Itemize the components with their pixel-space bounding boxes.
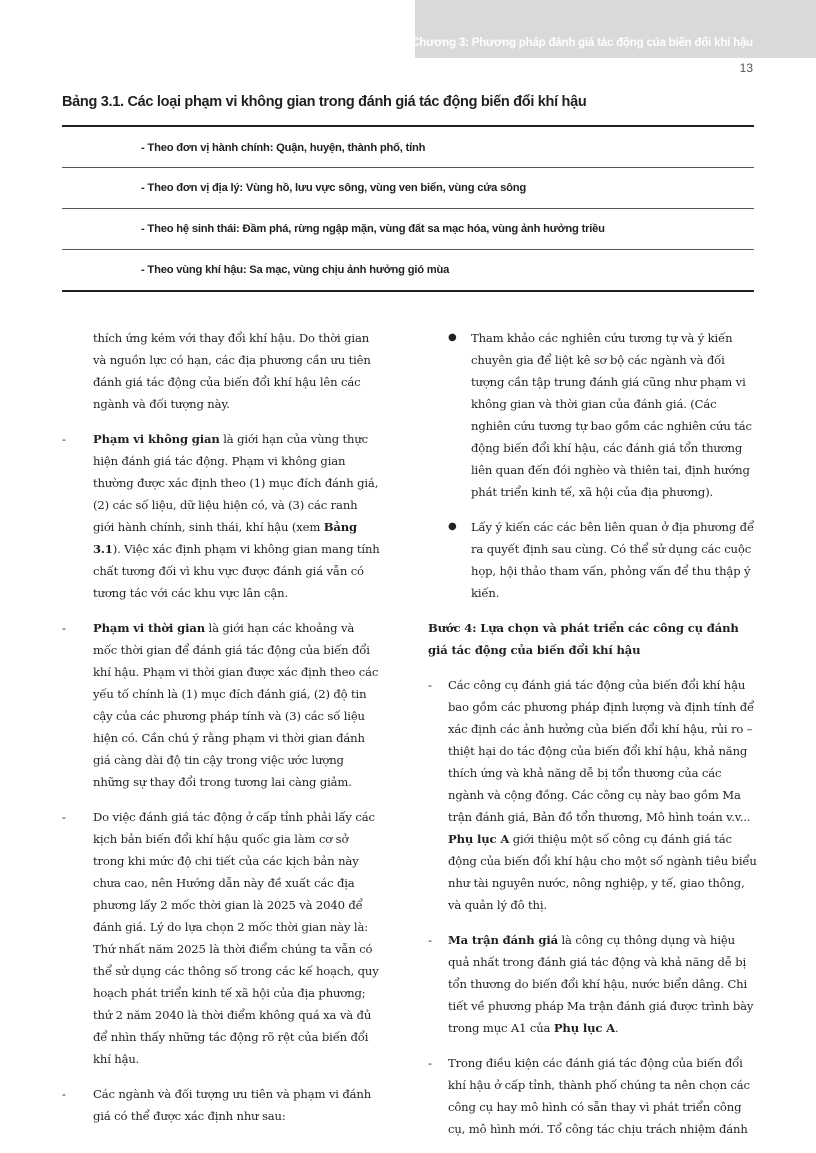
dash-marker: - (62, 621, 66, 635)
dash-marker: - (62, 1087, 66, 1101)
dash-marker: - (62, 432, 66, 446)
dash-marker: - (62, 810, 66, 824)
table-divider (62, 208, 754, 209)
bullet-icon: ● (448, 521, 457, 532)
table-bottom-rule (62, 290, 754, 292)
dash-marker: - (428, 678, 432, 692)
term-assessment-matrix: Ma trận đánh giá (448, 933, 558, 947)
table-top-rule (62, 125, 754, 127)
list-item: ● Tham khảo các nghiên cứu tương tự và ý kiến chuyên gia để liệt kê sơ bộ các ngành và đối tượng cần tập trung đánh giá cũng như phạm vi không gian và thời gian của đánh giá. (Các nghiên cứu tương tự bao gồm các nghiên cứu tác động biến đổi khí hậu, các đánh giá tổn thương liên quan đến đói nghèo và thiên tai, định hướng phát triển kinh tế, xã hội của địa phương). (428, 327, 758, 503)
appendix-ref: Phụ lục A (448, 832, 510, 846)
appendix-ref: Phụ lục A (553, 1021, 616, 1035)
list-item: ● Lấy ý kiến các các bên liên quan ở địa phương để ra quyết định sau cùng. Có thể sử dụng các cuộc họp, hội thảo tham vấn, phỏng vấn để thu thập ý kiến. (428, 516, 758, 604)
term-spatial-scope: Phạm vi không gian (93, 432, 220, 446)
spatial-scope-item: - Phạm vi không gian là giới hạn của vùng thực hiện đánh giá tác động. Phạm vi không gian thường được xác định theo (1) mục đích đánh giá, (2) các số liệu, dữ liệu hiện có, và (3) các ranh giới hành chính, sinh thái, khí hậu (xem Bảng 3.1). Việc xác định phạm vi không gian mang tính chất tương đối vì khu vực được đánh giá vẫn có tương tác với các khu vực lân cận. (62, 428, 380, 604)
dash-marker: - (428, 933, 432, 947)
term-temporal-scope: Phạm vi thời gian (93, 621, 206, 635)
matrix-item: - Ma trận đánh giá là công cụ thông dụng và hiệu quả nhất trong đánh giá tác động và khả năng dễ bị tổn thương do biến đổi khí hậu, nước biển dâng. Chi tiết về phương pháp Ma trận đánh giá được trình bày trong mục A1 của Phụ lục A. (428, 929, 758, 1039)
table-divider (62, 167, 754, 168)
temporal-scope-item: - Phạm vi thời gian là giới hạn các khoảng và mốc thời gian để đánh giá tác động của biến đổi khí hậu. Phạm vi thời gian được xác định theo các yếu tố chính là (1) mục đích đánh giá, (2) độ tin cậy của các phương pháp tính và (3) các số liệu hiện có. Cần chú ý rằng phạm vi thời gian đánh giá càng dài độ tin cậy trong việc ước lượng những sự thay đổi trong tương lai càng giảm. (62, 617, 380, 793)
step-4-heading: Bước 4: Lựa chọn và phát triển các công cụ đánh giá tác động của biến đổi khí hậu (428, 621, 739, 657)
table-row: - Theo vùng khí hậu: Sa mạc, vùng chịu ảnh hưởng gió mùa (141, 264, 450, 276)
chapter-title: Chương 3: Phương pháp đánh giá tác động của biến đổi khí hậu (411, 37, 753, 49)
table-row: - Theo đơn vị hành chính: Quận, huyện, thành phố, tỉnh (141, 142, 426, 154)
left-column (62, 327, 380, 1140)
table-divider (62, 249, 754, 250)
header-band (415, 0, 816, 58)
table-ref: Bảng 3.1 (93, 520, 357, 556)
table-row: - Theo đơn vị địa lý: Vùng hồ, lưu vực sông, vùng ven biển, vùng cửa sông (141, 182, 527, 194)
conditions-item: - Trong điều kiện các đánh giá tác động của biến đổi khí hậu ở cấp tỉnh, thành phố chúng ta nên chọn các công cụ hay mô hình có sẵn thay vì phát triển công cụ, mô hình mới. Tổ công tác chịu trách nhiệm đánh (428, 1052, 758, 1140)
provincial-timeframe-item: - Do việc đánh giá tác động ở cấp tỉnh phải lấy các kịch bản biến đổi khí hậu quốc gia làm cơ sở trong khi mức độ chi tiết của các kịch bản này chưa cao, nên Hướng dẫn này đề xuất các địa phương lấy 2 mốc thời gian là 2025 và 2040 để đánh giá. Lý do lựa chọn 2 mốc thời gian này là: Thứ nhất năm 2025 là thời điểm chúng ta vẫn có thể sử dụng các thông số trong các kế hoạch, quy hoạch phát triển kinh tế xã hội của địa phương; thứ 2 năm 2040 là thời điểm không quá xa và đủ để nhìn thấy những tác động rõ rệt của biến đổi khí hậu. (62, 806, 380, 1070)
tools-item: - Các công cụ đánh giá tác động của biến đổi khí hậu bao gồm các phương pháp định lượng và định tính để xác định các ảnh hưởng của biến đổi khí hậu, rủi ro – thiệt hại do tác động của biến đổi khí hậu, khả năng thích ứng và khả năng dễ bị tổn thương của các ngành và cộng đồng. Các công cụ này bao gồm Ma trận đánh giá, Bản đồ tổn thương, Mô hình toán v.v... Phụ lục A giới thiệu một số công cụ đánh giá tác động của biến đổi khí hậu cho một số ngành tiêu biểu như tài nguyên nước, nông nghiệp, y tế, giao thông, và quản lý đô thị. (428, 674, 758, 916)
dash-marker: - (428, 1056, 432, 1070)
right-column (428, 327, 758, 1153)
bullet-icon: ● (448, 332, 457, 343)
intro-paragraph: thích ứng kém với thay đổi khí hậu. Do thời gian và nguồn lực có hạn, các địa phương cần ưu tiên đánh giá tác động của biến đổi khí hậu lên các ngành và đối tượng này. (93, 331, 371, 411)
priority-sectors-item: - Các ngành và đối tượng ưu tiên và phạm vi đánh giá có thể được xác định như sau: (62, 1083, 380, 1127)
table-row: - Theo hệ sinh thái: Đầm phá, rừng ngập mặn, vùng đất sa mạc hóa, vùng ảnh hưởng triều (141, 223, 605, 235)
page-number: 13 (739, 61, 753, 75)
table-caption: Bảng 3.1. Các loại phạm vi không gian trong đánh giá tác động biến đổi khí hậu (62, 94, 587, 110)
